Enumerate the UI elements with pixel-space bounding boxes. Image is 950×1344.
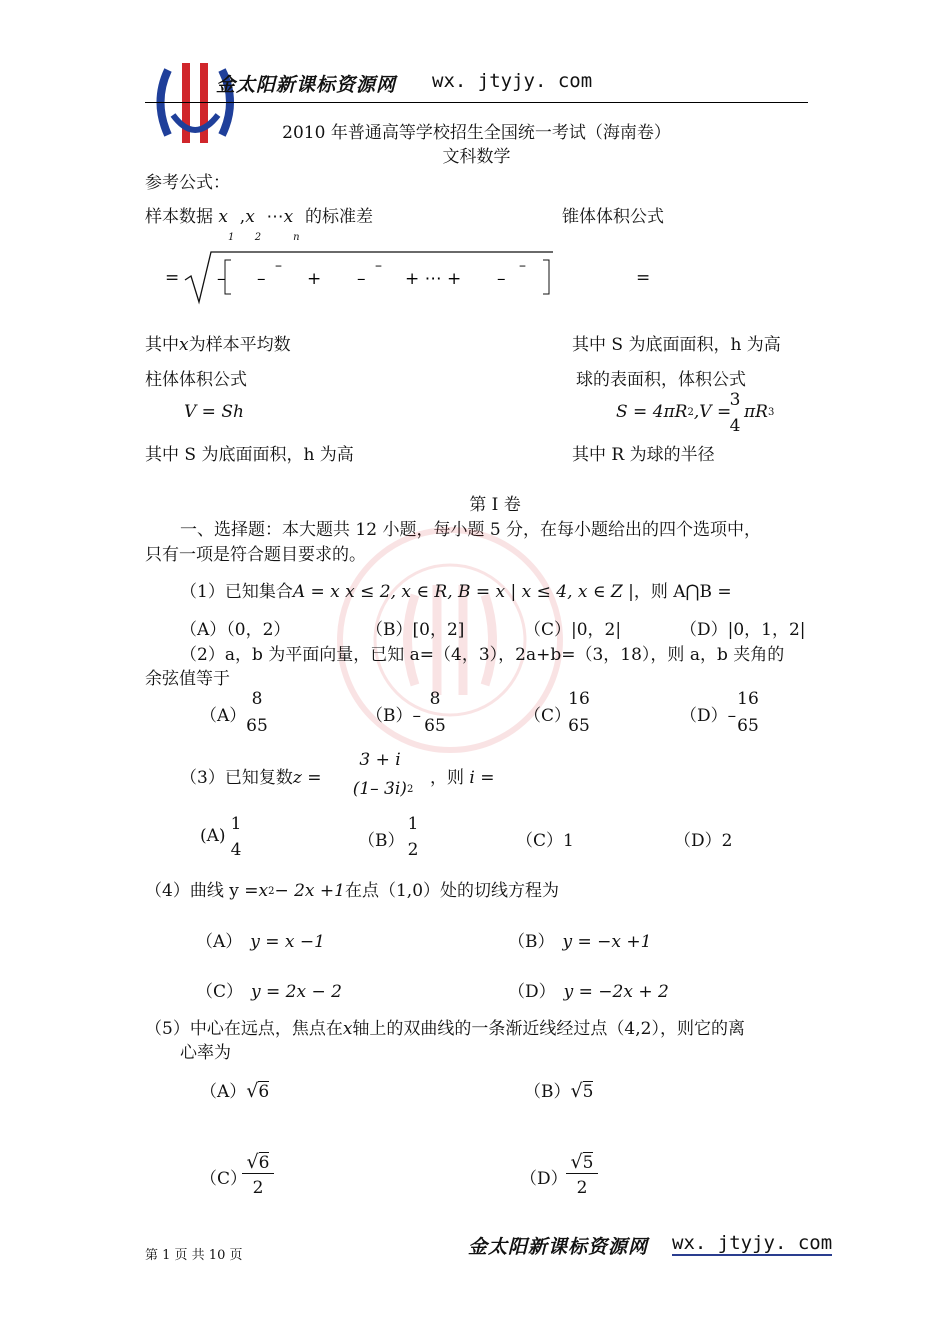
q2-option-c[interactable]: （C） [524,706,572,726]
q5-d-den: 2 [576,1178,588,1198]
q4-option-a[interactable]: （A） y = x −1 [196,932,325,952]
footer-brand: 金太阳新课标资源网 [468,1236,649,1258]
q3-num: 3 + i [359,750,401,770]
q2-option-b[interactable]: （B）– [366,706,421,726]
sphere-note: 其中 R 为球的半径 [572,445,715,465]
q3-tail: ，则 i = [430,768,495,788]
q5-option-c[interactable]: （C） [200,1169,248,1189]
sphere-formula: S = 4πR2,V = [616,402,732,422]
prism-note: 其中 S 为底面面积，h 为高 [145,445,354,465]
exam-title: 2010 年普通高等学校招生全国统一考试（海南卷） [282,123,671,143]
q2-stem-1: （2）a，b 为平面向量，已知 a=（4，3），2a+b=（3，18），则 a，b 夹角的 [180,645,785,665]
q5-stem-2: 心率为 [180,1043,231,1063]
sphere-label: 球的表面积，体积公式 [576,370,746,390]
q1-option-a[interactable]: （A）（0，2） [180,620,291,640]
q5-c-den: 2 [252,1178,264,1198]
section-title: 第 I 卷 [469,495,521,515]
q3-stem: （3）已知复数z = [180,768,322,788]
q2-d-num: 16 [737,689,759,709]
q5-option-a[interactable]: （A）√6 [200,1080,270,1102]
section-intro-2: 只有一项是符合题目要求的。 [145,545,366,565]
page-number: 第 1 页 共 10 页 [145,1248,243,1263]
q4-option-d[interactable]: （D） y = −2x + 2 [508,982,669,1002]
svg-text:–: – [357,269,366,289]
q1-option-d[interactable]: （D）|0，1，2| [680,620,806,640]
header-rule [145,102,808,103]
q3-b-num: 1 [407,814,419,834]
sd-equals: = [165,268,180,288]
q4-stem: （4）曲线 y =x2− 2x +1在点（1,0）处的切线方程为 [145,881,560,901]
svg-text:–: – [375,258,382,274]
q3-a-num: 1 [230,814,242,834]
q2-stem-2: 余弦值等于 [145,669,230,689]
q3-option-b[interactable]: （B） [358,831,405,851]
q3-option-d[interactable]: （D）2 [674,831,733,851]
q5-stem-1: （5）中心在远点，焦点在x轴上的双曲线的一条渐近线经过点（4,2），则它的离 [145,1019,745,1039]
svg-text:+ ⋯ +: + ⋯ + [405,269,462,289]
svg-text:+: + [307,269,322,289]
section-intro-1: 一、选择题：本大题共 12 小题，每小题 5 分，在每小题给出的四个选项中， [180,520,762,540]
sphere-frac-bot: 4 [729,416,741,436]
sd-label: 样本数据 $x_1$ $,x_2$ $\cdots x_n$ 的标准差 [145,207,374,243]
q2-b-den: 65 [424,716,446,736]
q3-den: (1– 3i)2 [352,779,414,799]
formula-heading: 参考公式： [145,173,230,193]
prism-formula: V = Sh [184,402,244,422]
svg-text:–: – [257,269,266,289]
q4-option-b[interactable]: （B） y = −x +1 [508,932,652,952]
q2-option-d[interactable]: （D）– [680,706,737,726]
svg-text:–: – [519,258,526,274]
header-url[interactable]: wx. jtyjy. com [432,70,593,92]
q1-option-b[interactable]: （B）[0，2] [366,620,465,640]
sphere-tail: πR3 [744,402,775,422]
svg-text:–: – [275,258,282,274]
footer-url[interactable]: wx. jtyjy. com [672,1232,833,1254]
sphere-frac-top: 3 [729,390,741,410]
q2-c-den: 65 [568,716,590,736]
q3-b-den: 2 [407,840,419,860]
q4-option-c[interactable]: （C） y = 2x − 2 [196,982,342,1002]
q5-c-num: √6 [242,1151,274,1174]
q2-option-a[interactable]: （A） [200,706,247,726]
cone-note: 其中 S 为底面面积，h 为高 [572,335,781,355]
q2-d-den: 65 [737,716,759,736]
q5-option-b[interactable]: （B）√5 [524,1080,594,1102]
q1-stem: （1）已知集合A = x x ≤ 2, x ∈ R, B = x | x ≤ 4, x ∈ Z |，则 A⋂B = [180,582,732,602]
header-brand: 金太阳新课标资源网 [216,74,397,96]
exam-subtitle: 文科数学 [442,147,511,167]
prism-label: 柱体体积公式 [145,370,247,390]
q2-b-num: 8 [429,689,441,709]
q3-option-c[interactable]: （C）1 [516,831,574,851]
q3-a-den: 4 [230,840,242,860]
q5-d-num: √5 [566,1151,598,1174]
q3-option-a[interactable]: (A) [200,826,226,846]
svg-text:–: – [497,269,506,289]
q2-c-num: 16 [568,689,590,709]
q5-option-d[interactable]: （D） [520,1169,568,1189]
q2-a-den: 65 [246,716,268,736]
q1-option-c[interactable]: （C）|0，2| [524,620,622,640]
mean-note: 其中x为样本平均数 [145,335,291,355]
svg-text:–: – [217,269,226,289]
q2-a-num: 8 [251,689,263,709]
cone-equals: = [636,268,651,288]
sd-radical [183,248,555,308]
cone-label: 锥体体积公式 [562,207,664,227]
